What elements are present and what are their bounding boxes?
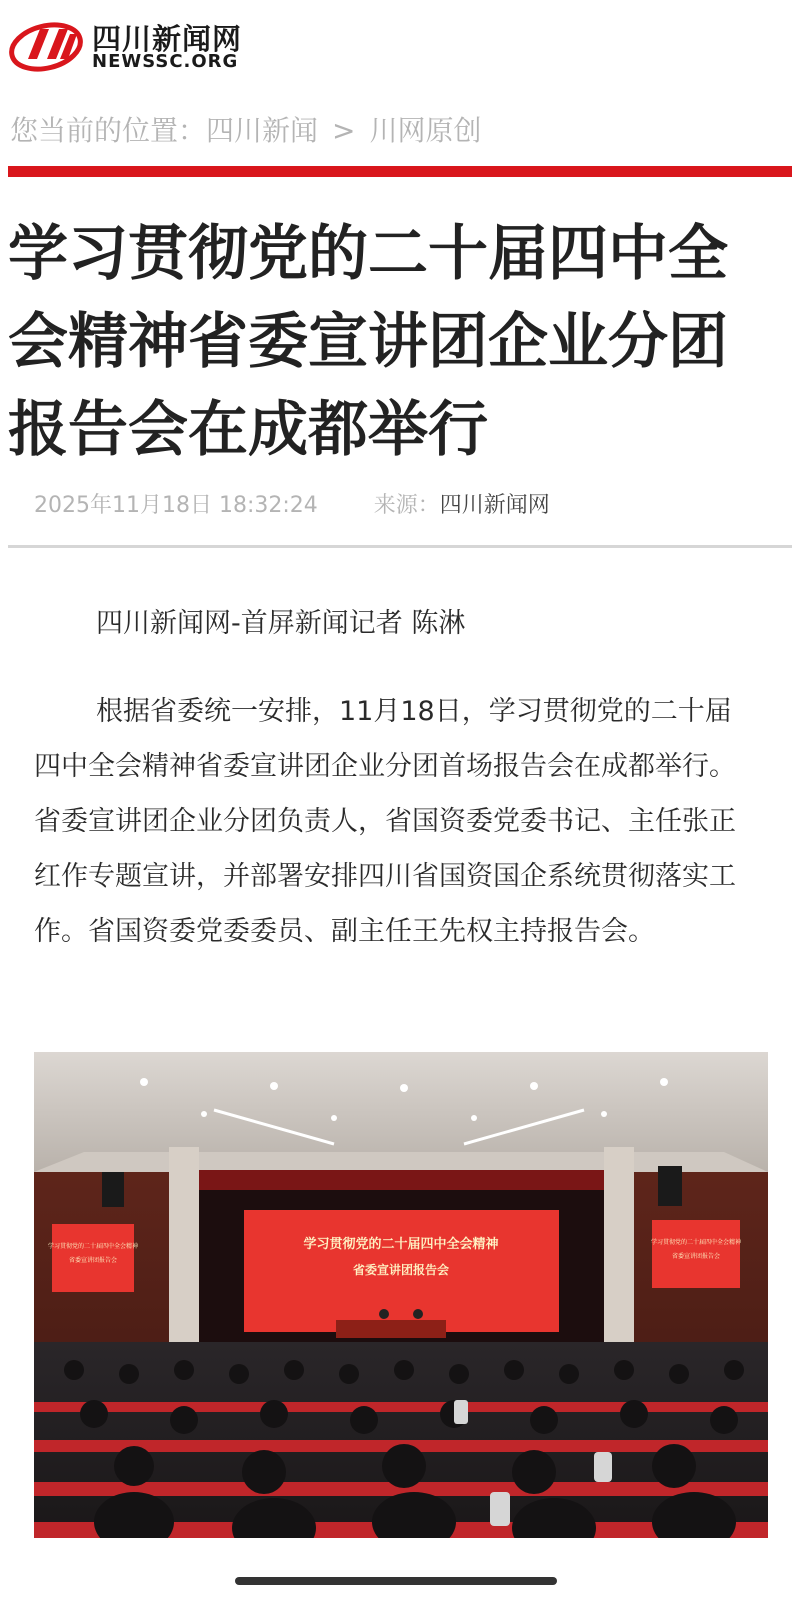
site-header — [0, 0, 800, 90]
screen-left-line2: 省委宣讲团报告会 — [68, 1257, 118, 1264]
article-photo[interactable] — [34, 1052, 768, 1538]
gray-divider — [8, 545, 792, 548]
newssc-logo-icon[interactable] — [8, 18, 86, 72]
home-indicator[interactable] — [235, 1577, 557, 1585]
screen-main-line1: 学习贯彻党的二十届四中全会精神 — [303, 1237, 499, 1252]
logo-text-en[interactable]: NEWSSC.ORG — [92, 51, 239, 72]
article-paragraph: 根据省委统一安排，11月18日，学习贯彻党的二十届四中全会精神省委宣讲团企业分团首场报告会在成都举行。省委宣讲团企业分团负责人，省国资委党委书记、主任张正红作专题宣讲，并部署安排四川省国资国企系统贯彻落实工作。省国资委党委委员、副主任王先权主持报告会。 — [34, 696, 736, 947]
screen-right-line1: 学习贯彻党的二十届四中全会精神 — [650, 1239, 742, 1246]
publish-date: 2025年11月18日 18:32:24 — [34, 493, 318, 518]
breadcrumb-label: 您当前的位置： — [10, 114, 207, 147]
breadcrumb — [10, 109, 482, 149]
logo-text-cn[interactable]: 四川新闻网 — [92, 22, 243, 56]
auditorium-photo — [34, 1052, 768, 1538]
source-label: 来源： — [373, 493, 440, 518]
source-value: 四川新闻网 — [439, 493, 550, 518]
red-divider — [8, 166, 792, 177]
article-title: 学习贯彻党的二十届四中全会精神省委宣讲团企业分团报告会在成都举行 — [8, 219, 728, 465]
screen-left-line1: 学习贯彻党的二十届四中全会精神 — [47, 1243, 139, 1250]
article-byline: 四川新闻网-首屏新闻记者 陈淋 — [96, 608, 466, 639]
breadcrumb-item-original[interactable]: 川网原创 — [369, 114, 482, 147]
breadcrumb-item-sichuan-news[interactable]: 四川新闻 — [206, 114, 319, 147]
screen-main-line2: 省委宣讲团报告会 — [352, 1263, 450, 1277]
breadcrumb-separator: > — [332, 114, 356, 147]
screen-right-line2: 省委宣讲团报告会 — [671, 1253, 721, 1260]
article-meta — [34, 488, 550, 519]
